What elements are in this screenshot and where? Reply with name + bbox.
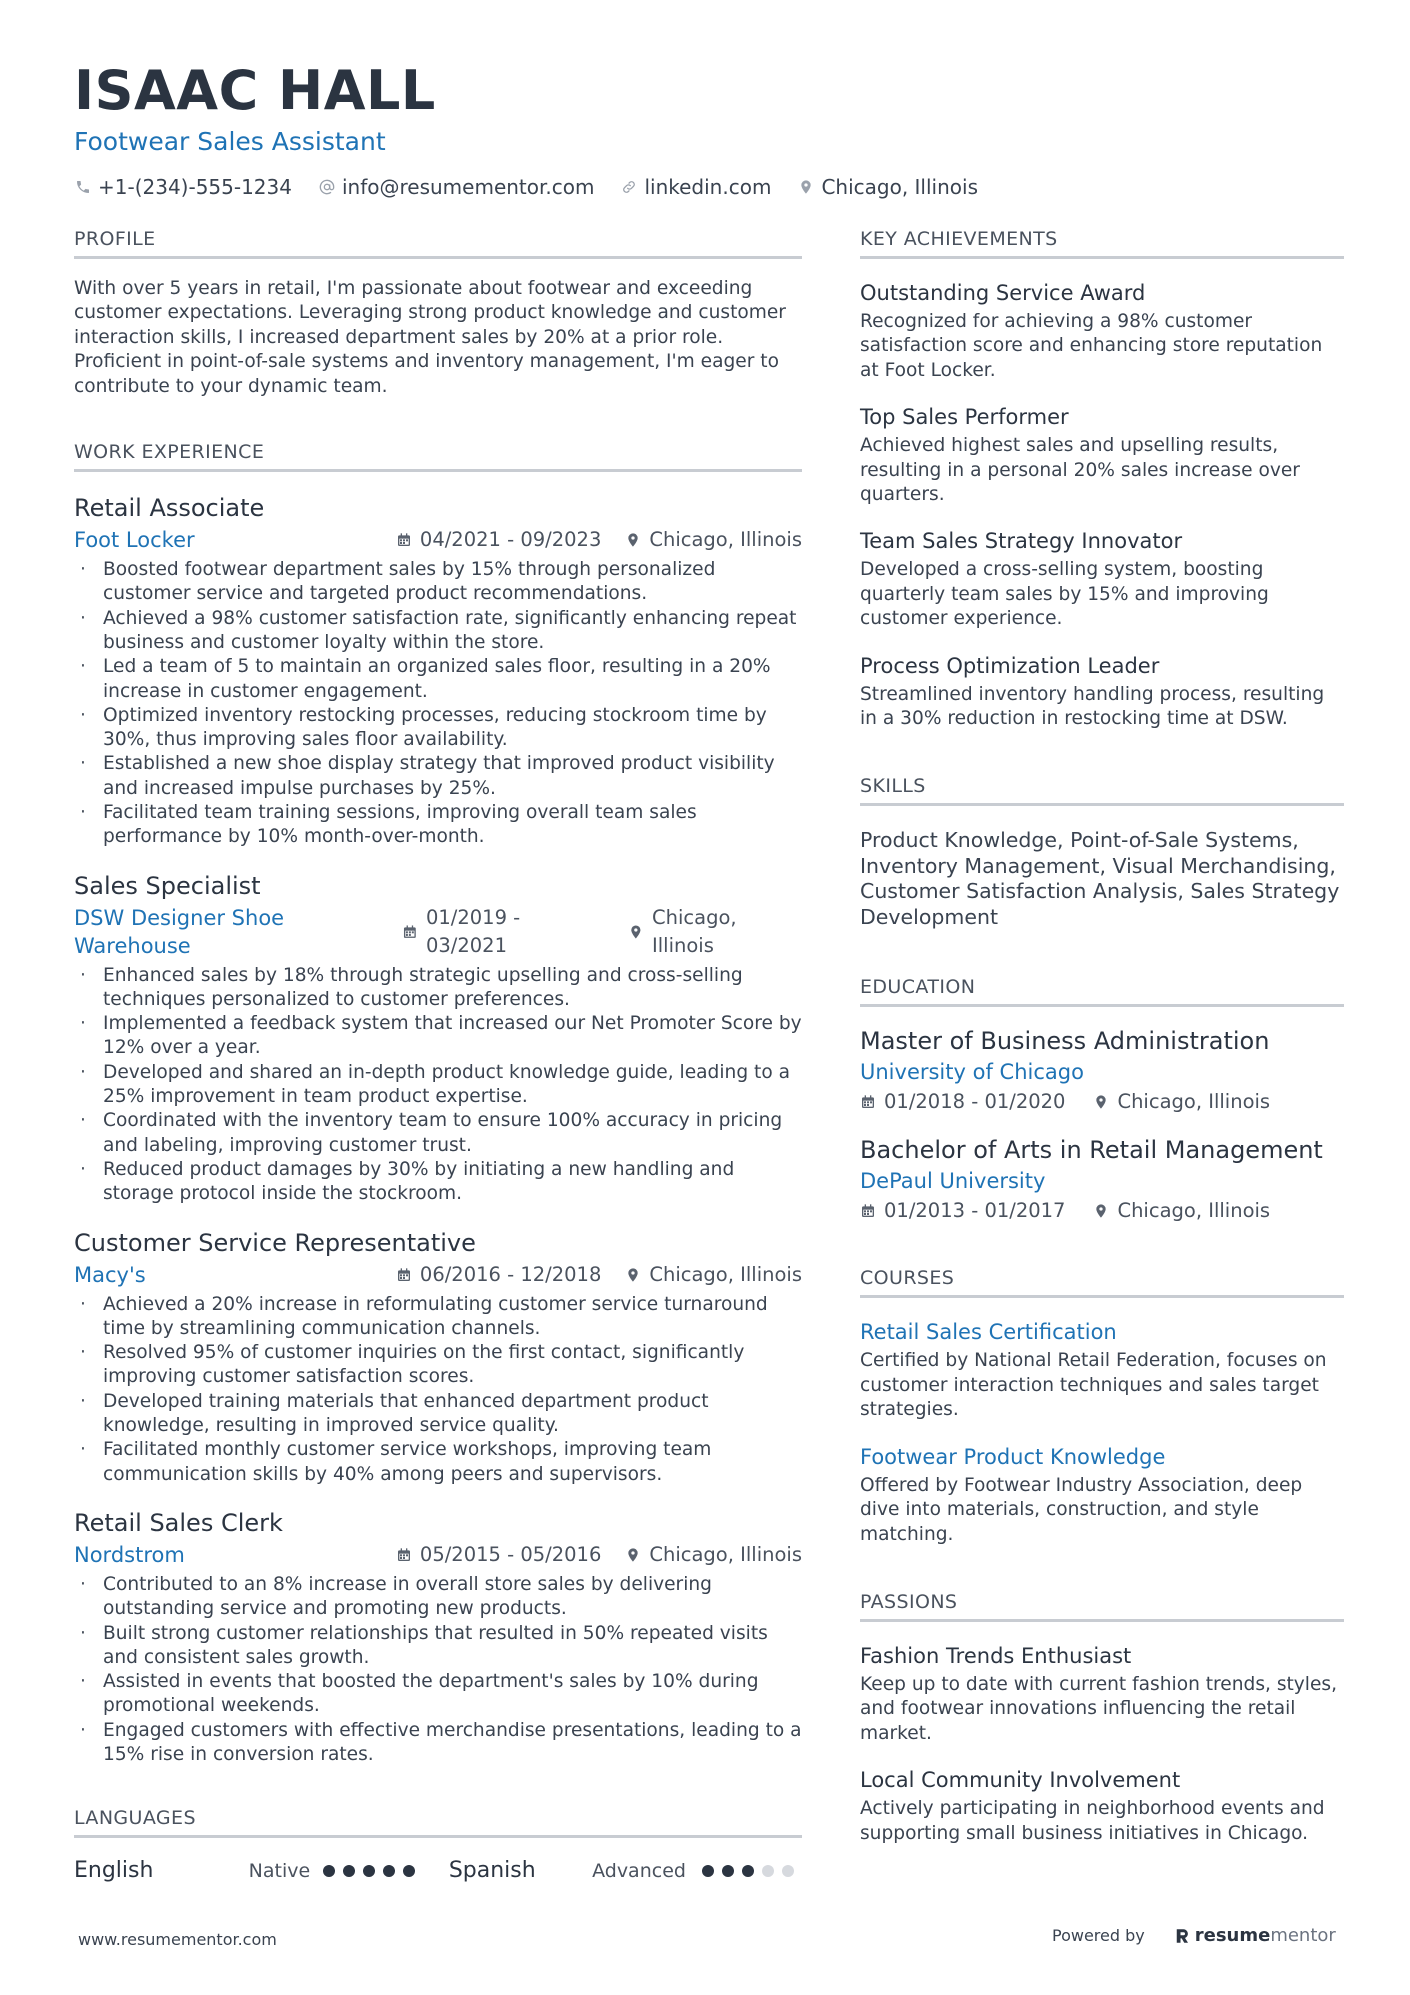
rating-dot-filled bbox=[722, 1865, 734, 1877]
education-school: DePaul University bbox=[860, 1169, 1046, 1194]
rating-dot-filled bbox=[363, 1865, 375, 1877]
passion-text: Actively participating in neighborhood events and supporting small business initiatives in Chicago. bbox=[860, 1798, 1325, 1844]
location-pin-icon bbox=[1093, 1203, 1109, 1219]
rating-dot-empty bbox=[762, 1865, 774, 1877]
achievement-title: Top Sales Performer bbox=[860, 405, 1069, 430]
contact-email[interactable] bbox=[318, 175, 594, 199]
job-company: Foot Locker bbox=[74, 528, 195, 553]
profile-text: With over 5 years in retail, I'm passionate about footwear and exceeding customer expectations. Leveraging strong product knowledge and customer interaction skills, I increased department sales by 20% at a prior role. Proficient in point-of-sale systems and inventory management, I'm eager to contribute to your dynamic team. bbox=[74, 278, 786, 397]
rating-dot-filled bbox=[403, 1865, 415, 1877]
email-text: info@resumementor.com bbox=[341, 175, 595, 199]
experience-section bbox=[74, 439, 802, 1767]
course-title: Footwear Product Knowledge bbox=[860, 1444, 1166, 1469]
bullet-item: · Contributed to an 8% increase in overall store sales by delivering outstanding service and promoting new products. bbox=[74, 1573, 802, 1622]
education-dates-text: 01/2013 - 01/2017 bbox=[884, 1199, 1066, 1223]
location-pin-icon bbox=[1093, 1094, 1109, 1110]
job-location bbox=[625, 1541, 802, 1569]
passions-section bbox=[860, 1589, 1344, 1846]
calendar-icon bbox=[396, 532, 412, 548]
bullet-item: · Assisted in events that boosted the department's sales by 10% during promotional weekends. bbox=[74, 1670, 802, 1719]
job-meta-right bbox=[402, 904, 802, 960]
job-location-text: Chicago, Illinois bbox=[649, 528, 802, 552]
passion-title: Local Community Involvement bbox=[860, 1768, 1181, 1793]
calendar-icon bbox=[860, 1203, 876, 1219]
job-dates-text: 05/2015 - 05/2016 bbox=[419, 1542, 602, 1566]
powered-by-label: Powered by bbox=[1052, 1926, 1145, 1945]
bullet-item: · Coordinated with the inventory team to ensure 100% accuracy in pricing and labeling, improving customer trust. bbox=[74, 1109, 802, 1158]
job-location-text: Chicago, Illinois bbox=[649, 1542, 802, 1566]
achievement-title: Team Sales Strategy Innovator bbox=[860, 529, 1183, 554]
experience-heading: WORK EXPERIENCE bbox=[74, 439, 802, 472]
education-degree: Master of Business Administration bbox=[860, 1027, 1270, 1056]
language-name: Spanish bbox=[448, 1858, 536, 1884]
education-dates bbox=[860, 1088, 1065, 1116]
calendar-icon bbox=[860, 1094, 876, 1110]
resumementor-logo-icon bbox=[1173, 1927, 1191, 1945]
education-meta bbox=[860, 1088, 1344, 1116]
achievement-item bbox=[860, 279, 1344, 383]
job-dates-text: 06/2016 - 12/2018 bbox=[419, 1262, 602, 1286]
achievement-title: Outstanding Service Award bbox=[860, 281, 1146, 305]
rating-dot-empty bbox=[782, 1865, 794, 1877]
job-meta bbox=[74, 904, 802, 960]
brand-logo[interactable] bbox=[1173, 1925, 1336, 1946]
education-meta bbox=[860, 1197, 1344, 1225]
bullet-item: · Achieved a 20% increase in reformulating customer service turnaround time by streamlining communication channels. bbox=[74, 1293, 802, 1342]
job-location-text: Chicago, Illinois bbox=[649, 1262, 802, 1286]
job-location bbox=[625, 526, 802, 554]
bullet-item: · Facilitated team training sessions, improving overall team sales performance by 10% month-over-month. bbox=[74, 801, 802, 850]
education-location bbox=[1093, 1088, 1270, 1116]
footer-powered bbox=[1052, 1925, 1336, 1946]
bullet-item: · Achieved a 98% customer satisfaction rate, significantly enhancing repeat business and customer loyalty within the store. bbox=[74, 607, 802, 656]
job-entry bbox=[74, 870, 802, 1207]
bullet-item: · Reduced product damages by 30% by initiating a new handling and storage protocol inside the stockroom. bbox=[74, 1158, 802, 1207]
passions-heading: PASSIONS bbox=[860, 1589, 1344, 1622]
location-pin-icon bbox=[625, 532, 641, 548]
achievements-heading: KEY ACHIEVEMENTS bbox=[860, 226, 1344, 259]
education-school: University of Chicago bbox=[860, 1060, 1084, 1085]
achievement-text: Recognized for achieving a 98% customer satisfaction score and enhancing store reputation at Foot Locker. bbox=[860, 311, 1323, 381]
education-location-text: Chicago, Illinois bbox=[1117, 1090, 1271, 1114]
contact-bar bbox=[74, 175, 1344, 199]
job-dates bbox=[402, 904, 604, 960]
education-dates bbox=[860, 1197, 1065, 1225]
at-icon bbox=[318, 178, 336, 196]
job-meta-right bbox=[396, 1541, 802, 1569]
education-section bbox=[860, 974, 1344, 1225]
location-pin-icon bbox=[797, 178, 815, 196]
passion-item bbox=[860, 1642, 1344, 1746]
bullet-item: · Resolved 95% of customer inquiries on the first contact, significantly improving customer satisfaction scores. bbox=[74, 1341, 802, 1390]
language-list bbox=[74, 1856, 802, 1886]
education-location-text: Chicago, Illinois bbox=[1117, 1199, 1271, 1223]
brand-name-light: mentor bbox=[1270, 1925, 1336, 1946]
profile-section bbox=[74, 226, 802, 399]
rating-dot-filled bbox=[702, 1865, 714, 1877]
bullet-item: · Engaged customers with effective merchandise presentations, leading to a 15% rise in conversion rates. bbox=[74, 1719, 802, 1768]
bullet-item: · Implemented a feedback system that increased our Net Promoter Score by 12% over a year. bbox=[74, 1012, 802, 1061]
job-dates bbox=[396, 1261, 601, 1289]
job-meta-right bbox=[396, 526, 802, 554]
phone-text: +1-(234)-555-1234 bbox=[98, 175, 292, 199]
job-location bbox=[628, 904, 802, 960]
job-dates-text: 01/2019 - 03/2021 bbox=[425, 905, 521, 957]
job-dates-text: 04/2021 - 09/2023 bbox=[419, 528, 602, 552]
link-icon bbox=[620, 178, 638, 196]
location-pin-icon bbox=[625, 1267, 641, 1283]
job-company: Macy's bbox=[74, 1262, 146, 1287]
job-bullets bbox=[74, 558, 802, 850]
job-title: Retail Sales Clerk bbox=[74, 1508, 283, 1537]
achievement-text: Streamlined inventory handling process, resulting in a 30% reduction in restocking time at DSW. bbox=[860, 683, 1325, 730]
skills-text: Product Knowledge, Point-of-Sale Systems, Inventory Management, Visual Merchandising, Customer Satisfaction Analysis, Sales Strategy Development bbox=[860, 828, 1340, 929]
job-location bbox=[625, 1261, 802, 1289]
language-rating bbox=[323, 1865, 449, 1877]
job-bullets bbox=[74, 1573, 802, 1767]
brand-name-strong: resume bbox=[1194, 1925, 1271, 1946]
job-bullets bbox=[74, 964, 802, 1207]
language-name: English bbox=[74, 1858, 154, 1884]
bullet-item: · Established a new shoe display strategy that improved product visibility and increased impulse purchases by 25%. bbox=[74, 752, 802, 801]
job-meta bbox=[74, 1541, 802, 1569]
rating-dot-filled bbox=[343, 1865, 355, 1877]
passion-title: Fashion Trends Enthusiast bbox=[860, 1643, 1132, 1668]
passion-item bbox=[860, 1766, 1344, 1846]
bullet-item: · Developed and shared an in-depth product knowledge guide, leading to a 25% improvement in team product expertise. bbox=[74, 1061, 802, 1110]
courses-heading: COURSES bbox=[860, 1265, 1344, 1298]
bullet-item: · Optimized inventory restocking processes, reducing stockroom time by 30%, thus improving sales floor availability. bbox=[74, 704, 802, 753]
job-meta bbox=[74, 1261, 802, 1289]
bullet-item: · Built strong customer relationships that resulted in 50% repeated visits and consistent sales growth. bbox=[74, 1622, 802, 1671]
education-heading: EDUCATION bbox=[860, 974, 1344, 1007]
job-title: Retail Associate bbox=[74, 494, 265, 523]
job-company: DSW Designer Shoe Warehouse bbox=[74, 905, 285, 958]
job-entry bbox=[74, 1227, 802, 1487]
education-degree: Bachelor of Arts in Retail Management bbox=[860, 1136, 1323, 1165]
courses-section bbox=[860, 1265, 1344, 1546]
languages-heading: LANGUAGES bbox=[74, 1805, 802, 1838]
bullet-item: · Developed training materials that enhanced department product knowledge, resulting in improved service quality. bbox=[74, 1390, 802, 1439]
languages-section bbox=[74, 1805, 802, 1886]
job-meta-right bbox=[396, 1261, 802, 1289]
job-title: Sales Specialist bbox=[74, 871, 261, 900]
phone-icon bbox=[74, 178, 92, 196]
job-title: Customer Service Representative bbox=[74, 1228, 476, 1257]
job-meta bbox=[74, 526, 802, 554]
location-text: Chicago, Illinois bbox=[821, 175, 978, 199]
course-text: Certified by National Retail Federation, focuses on customer interaction techniques and sales target strategies. bbox=[860, 1350, 1327, 1421]
job-company: Nordstrom bbox=[74, 1542, 185, 1567]
calendar-icon bbox=[402, 924, 418, 940]
contact-linkedin[interactable] bbox=[620, 175, 771, 199]
language-rating bbox=[702, 1865, 802, 1877]
bullet-item: · Facilitated monthly customer service workshops, improving team communication skills by 40% among peers and supervisors. bbox=[74, 1438, 802, 1487]
achievement-item bbox=[860, 527, 1344, 631]
location-pin-icon bbox=[625, 1547, 641, 1563]
footer-website[interactable]: www.resumementor.com bbox=[78, 1930, 277, 1949]
job-entry bbox=[74, 1507, 802, 1767]
calendar-icon bbox=[396, 1547, 412, 1563]
achievement-item bbox=[860, 403, 1344, 507]
contact-location bbox=[797, 175, 978, 199]
candidate-name: ISAAC HALL bbox=[74, 59, 436, 122]
left-column bbox=[74, 226, 802, 1926]
location-pin-icon bbox=[628, 924, 644, 940]
rating-dot-filled bbox=[323, 1865, 335, 1877]
header bbox=[74, 58, 1344, 199]
achievement-item bbox=[860, 652, 1344, 732]
course-item bbox=[860, 1318, 1344, 1422]
achievement-text: Achieved highest sales and upselling results, resulting in a personal 20% sales increase over quarters. bbox=[860, 435, 1300, 506]
job-bullets bbox=[74, 1293, 802, 1487]
course-item bbox=[860, 1443, 1344, 1547]
job-location-text: Chicago, Illinois bbox=[652, 905, 737, 957]
passion-text: Keep up to date with current fashion trends, styles, and footwear innovations influencing the retail market. bbox=[860, 1673, 1338, 1744]
job-dates bbox=[396, 526, 601, 554]
course-title: Retail Sales Certification bbox=[860, 1320, 1117, 1345]
contact-phone[interactable] bbox=[74, 175, 292, 199]
rating-dot-filled bbox=[742, 1865, 754, 1877]
calendar-icon bbox=[396, 1267, 412, 1283]
bullet-item: · Led a team of 5 to maintain an organized sales floor, resulting in a 20% increase in customer engagement. bbox=[74, 655, 802, 704]
language-level: Advanced bbox=[592, 1860, 686, 1883]
job-dates bbox=[396, 1541, 601, 1569]
candidate-title: Footwear Sales Assistant bbox=[74, 127, 386, 156]
achievement-text: Developed a cross-selling system, boosting quarterly team sales by 15% and improving customer experience. bbox=[860, 559, 1269, 630]
rating-dot-filled bbox=[383, 1865, 395, 1877]
achievement-title: Process Optimization Leader bbox=[860, 653, 1160, 678]
job-entry bbox=[74, 492, 802, 850]
education-dates-text: 01/2018 - 01/2020 bbox=[884, 1090, 1066, 1114]
language-level: Native bbox=[248, 1860, 311, 1883]
education-item bbox=[860, 1025, 1344, 1116]
achievements-section bbox=[860, 226, 1344, 731]
skills-heading: SKILLS bbox=[860, 773, 1344, 806]
linkedin-text: linkedin.com bbox=[644, 175, 772, 199]
bullet-item: · Enhanced sales by 18% through strategic upselling and cross-selling techniques personalized to customer preferences. bbox=[74, 964, 802, 1013]
skills-section bbox=[860, 773, 1344, 930]
education-item bbox=[860, 1134, 1344, 1225]
bullet-item: · Boosted footwear department sales by 15% through personalized customer service and targeted product recommendations. bbox=[74, 558, 802, 607]
education-location bbox=[1093, 1197, 1270, 1225]
right-column bbox=[860, 226, 1344, 1886]
profile-heading: PROFILE bbox=[74, 226, 802, 259]
course-text: Offered by Footwear Industry Association, deep dive into materials, construction, and style matching. bbox=[860, 1474, 1303, 1545]
